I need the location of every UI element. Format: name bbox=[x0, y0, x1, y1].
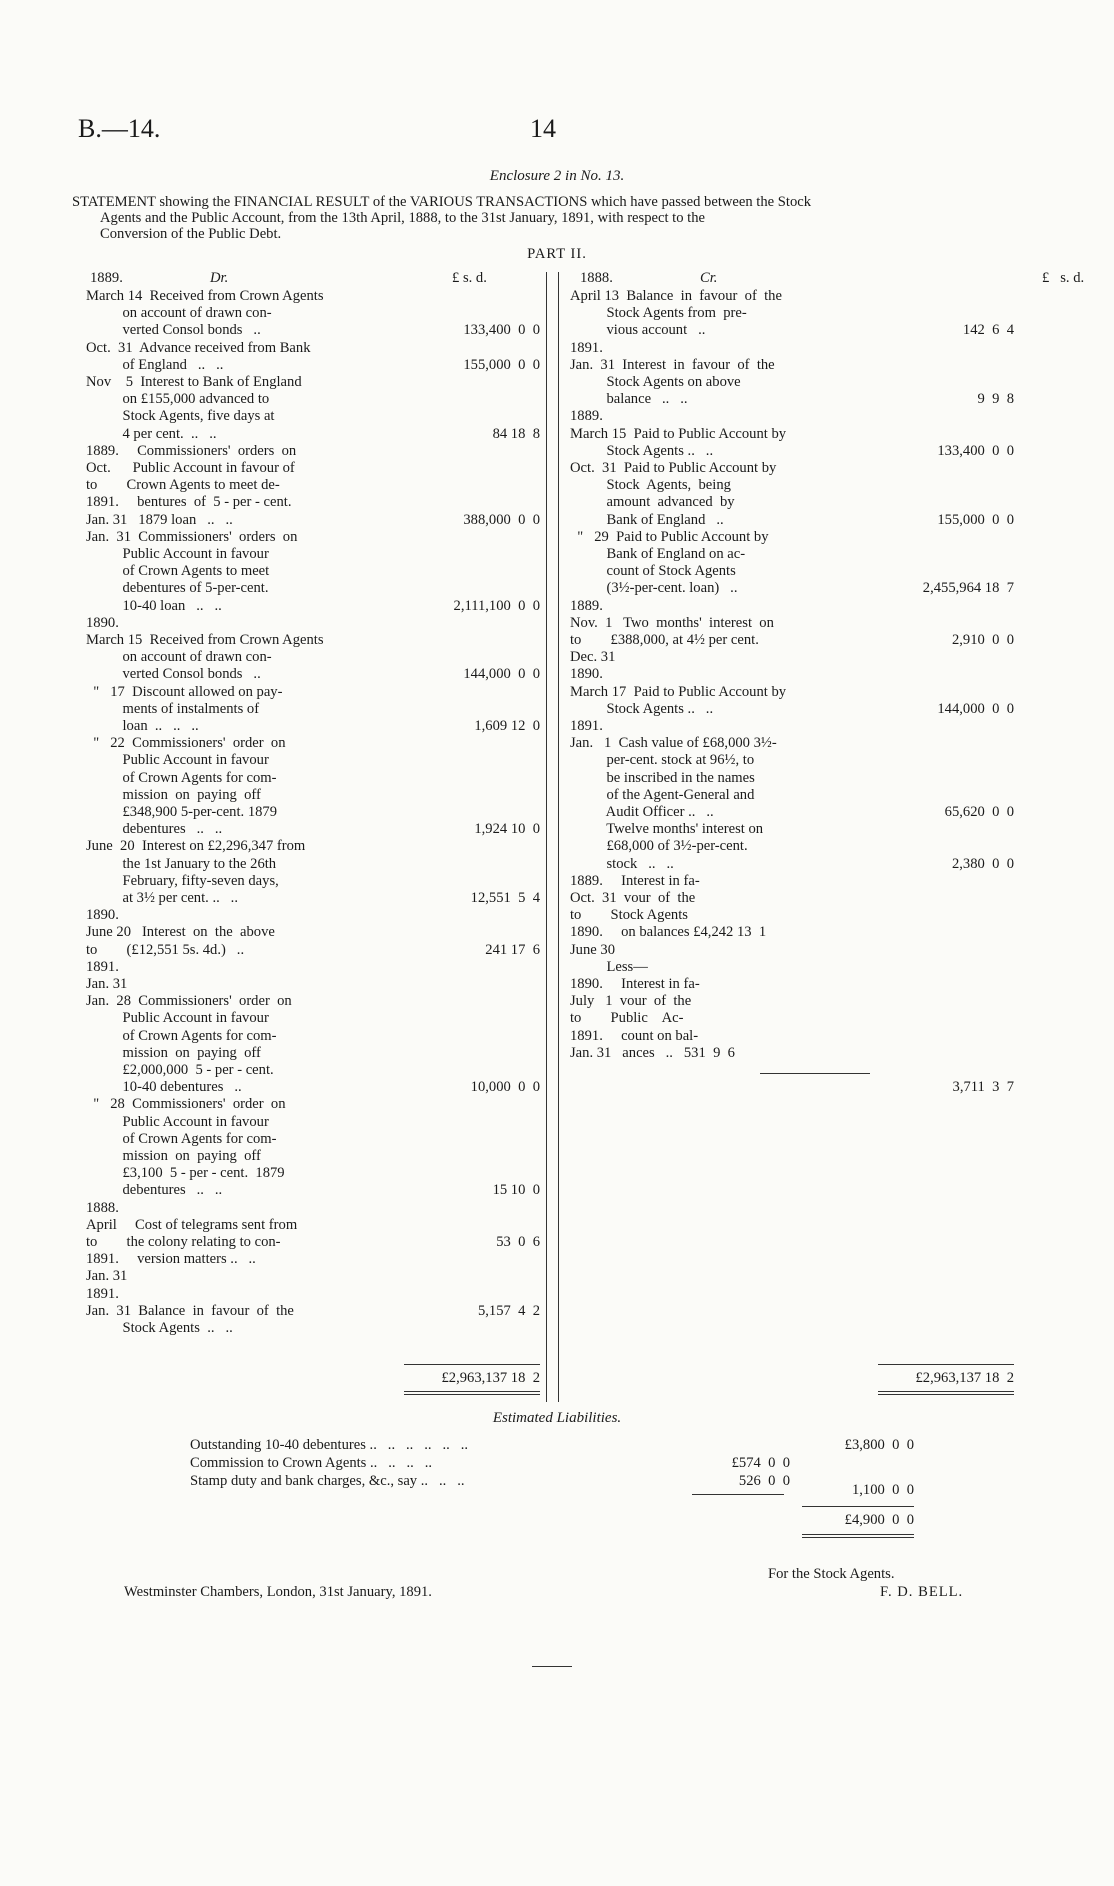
dr-line: 1891. bbox=[86, 958, 119, 975]
dr-amount: 2,111,100 0 0 bbox=[453, 597, 540, 614]
dr-line: of Crown Agents to meet bbox=[86, 563, 270, 580]
dr-line: to the colony relating to con- bbox=[86, 1234, 281, 1250]
cr-line: stock .. .. bbox=[570, 855, 674, 872]
cr-line: 1891. count on bal- bbox=[570, 1027, 699, 1044]
cr-amount: 3,711 3 7 bbox=[952, 1079, 1014, 1096]
dr-amount: 1,609 12 0 bbox=[474, 718, 540, 734]
cr-line: £68,000 of 3½-per-cent. bbox=[570, 838, 748, 855]
dr-line: £2,000,000 5 - per - cent. bbox=[86, 1062, 274, 1078]
cr-amount: 2,910 0 0 bbox=[951, 632, 1014, 648]
dr-line: June 20 Interest on the above bbox=[86, 924, 275, 941]
dr-line: 10-40 loan .. .. bbox=[86, 597, 222, 614]
dr-line: of Crown Agents for com- bbox=[86, 1027, 277, 1044]
place-date: Westminster Chambers, London, 31st January, 1891. bbox=[124, 1584, 432, 1600]
cr-amount: 9 9 8 bbox=[977, 391, 1014, 408]
dr-line: Oct. 31 Advance received from Bank bbox=[86, 339, 311, 356]
statement-line-2: Agents and the Public Account, from the 13th April, 1888, to the 31st January, 1891, with respect to the bbox=[100, 210, 705, 226]
dr-line: March 15 Received from Crown Agents bbox=[86, 632, 324, 648]
dr-line: Oct. Public Account in favour of bbox=[86, 460, 295, 476]
cr-line: June 30 bbox=[570, 941, 615, 958]
cr-line: amount advanced by bbox=[570, 494, 735, 511]
cr-amount: 2,380 0 0 bbox=[951, 855, 1014, 872]
dr-line: Public Account in favour bbox=[86, 1113, 269, 1130]
cr-line: count of Stock Agents bbox=[570, 563, 736, 580]
dr-amount: 144,000 0 0 bbox=[463, 666, 540, 683]
dr-amount: 241 17 6 bbox=[485, 941, 540, 958]
dr-line: Jan. 28 Commissioners' order on bbox=[86, 993, 292, 1010]
dr-amount: 15 10 0 bbox=[492, 1182, 540, 1199]
dr-line: of Crown Agents for com- bbox=[86, 769, 277, 786]
cr-line: April 13 Balance in favour of the bbox=[570, 288, 782, 304]
liability-total: £4,900 0 0 bbox=[844, 1512, 914, 1528]
document-reference: B.—14. bbox=[78, 114, 161, 143]
dr-line: 10-40 debentures .. bbox=[86, 1079, 242, 1096]
cr-line: Nov. 1 Two months' interest on bbox=[570, 614, 774, 631]
cr-total-rule-bottom-2 bbox=[878, 1394, 1014, 1395]
cr-line: Dec. 31 bbox=[570, 649, 616, 666]
dr-line: 1891. version matters .. .. bbox=[86, 1251, 256, 1268]
cr-amount: 2,455,964 18 7 bbox=[922, 580, 1014, 597]
dr-amount: 84 18 8 bbox=[492, 425, 540, 442]
cr-line: " 29 Paid to Public Account by bbox=[570, 528, 769, 545]
cr-total-rule-bottom bbox=[878, 1391, 1014, 1392]
center-column-rule bbox=[546, 272, 547, 1402]
cr-amount: 142 6 4 bbox=[962, 322, 1014, 339]
cr-line: to Public Ac- bbox=[570, 1010, 684, 1027]
cr-line: Bank of England on ac- bbox=[570, 546, 746, 562]
dr-line: of England .. .. bbox=[86, 356, 224, 373]
cr-line: 1891. bbox=[570, 718, 603, 734]
dr-line: debentures of 5-per-cent. bbox=[86, 580, 269, 597]
cr-line: Stock Agents .. .. bbox=[570, 442, 714, 459]
dr-amount: 133,400 0 0 bbox=[463, 322, 540, 339]
liability-sub-rule bbox=[692, 1494, 784, 1495]
cr-line: Jan. 31 Interest in favour of the bbox=[570, 356, 775, 373]
cr-line: to £388,000, at 4½ per cent. bbox=[570, 632, 759, 648]
cr-subtotal-rule bbox=[760, 1073, 870, 1074]
dr-line: Jan. 31 bbox=[86, 1268, 128, 1285]
dr-amount: 155,000 0 0 bbox=[463, 356, 540, 373]
dr-total-rule-bottom bbox=[404, 1391, 540, 1392]
dr-line: 1891. bentures of 5 - per - cent. bbox=[86, 494, 292, 511]
dr-line: " 22 Commissioners' order on bbox=[86, 735, 286, 752]
cr-line: Bank of England .. bbox=[570, 511, 724, 528]
cr-line: 1890. bbox=[570, 666, 603, 683]
dr-line: to Crown Agents to meet de- bbox=[86, 477, 280, 494]
dr-line: debentures .. .. bbox=[86, 821, 223, 838]
dr-line: Stock Agents .. .. bbox=[86, 1320, 233, 1336]
page-number: 14 bbox=[530, 114, 556, 143]
cr-line: vious account .. bbox=[570, 322, 706, 339]
part-heading: PART II. bbox=[527, 246, 587, 262]
cr-line: Oct. 31 Paid to Public Account by bbox=[570, 460, 777, 476]
cr-line: Jan. 31 ances .. 531 9 6 bbox=[570, 1044, 735, 1061]
liability-total-rule-3 bbox=[802, 1537, 914, 1538]
cr-amount: 65,620 0 0 bbox=[944, 804, 1014, 820]
cr-total-rule-top bbox=[878, 1364, 1014, 1365]
dr-line: verted Consol bonds .. bbox=[86, 666, 261, 683]
cr-line: 1889. Interest in fa- bbox=[570, 872, 700, 889]
dr-line: at 3½ per cent. .. .. bbox=[86, 890, 238, 906]
dr-amount: 12,551 5 4 bbox=[470, 890, 540, 906]
estimated-liabilities-title: Estimated Liabilities. bbox=[492, 1410, 622, 1426]
liability-subtotal: 1,100 0 0 bbox=[851, 1482, 914, 1498]
statement-line-3: Conversion of the Public Debt. bbox=[100, 226, 282, 242]
cr-line: 1889. bbox=[570, 408, 603, 425]
dr-line: " 17 Discount allowed on pay- bbox=[86, 683, 283, 700]
end-rule bbox=[532, 1666, 572, 1667]
cr-line: 1890. on balances £4,242 13 1 bbox=[570, 924, 767, 941]
dr-line: verted Consol bonds .. bbox=[86, 322, 261, 339]
dr-line: ments of instalments of bbox=[86, 700, 260, 717]
signature-for: For the Stock Agents. bbox=[768, 1566, 895, 1582]
cr-line: 1889. bbox=[570, 597, 603, 614]
dr-line: June 20 Interest on £2,296,347 from bbox=[86, 838, 306, 855]
dr-line: Public Account in favour bbox=[86, 546, 269, 562]
dr-line: on account of drawn con- bbox=[86, 649, 272, 666]
dr-line: the 1st January to the 26th bbox=[86, 855, 277, 872]
dr-line: April Cost of telegrams sent from bbox=[86, 1216, 298, 1233]
cr-line: March 15 Paid to Public Account by bbox=[570, 425, 787, 442]
dr-line: mission on paying off bbox=[86, 786, 261, 803]
dr-amount: 10,000 0 0 bbox=[470, 1079, 540, 1096]
liability-sub-3: 526 0 0 bbox=[738, 1473, 790, 1489]
cr-amount: 144,000 0 0 bbox=[937, 700, 1014, 717]
cr-line: July 1 vour of the bbox=[570, 993, 692, 1010]
cr-line: Twelve months' interest on bbox=[570, 821, 764, 838]
statement-line-1: STATEMENT showing the FINANCIAL RESULT of the VARIOUS TRANSACTIONS which have passed between the Stock bbox=[72, 194, 812, 210]
cr-line: Less— bbox=[570, 958, 648, 975]
dr-line: 1891. bbox=[86, 1285, 119, 1302]
dr-line: Jan. 31 bbox=[86, 976, 128, 992]
liability-total-rule bbox=[802, 1506, 914, 1507]
dr-line: of Crown Agents for com- bbox=[86, 1130, 277, 1147]
dr-line: Nov 5 Interest to Bank of England bbox=[86, 374, 302, 390]
dr-line: 1890. bbox=[86, 614, 119, 631]
dr-line: debentures .. .. bbox=[86, 1182, 223, 1199]
statement-heading bbox=[72, 194, 1000, 242]
cr-money-head: £ s. d. bbox=[1042, 270, 1085, 286]
dr-amount: 53 0 6 bbox=[496, 1234, 540, 1250]
liability-sub-2: £574 0 0 bbox=[731, 1455, 790, 1471]
dr-total: £2,963,137 18 2 bbox=[441, 1370, 540, 1386]
dr-line: Public Account in favour bbox=[86, 752, 269, 769]
cr-line: of the Agent-General and bbox=[570, 786, 755, 803]
cr-amount: 155,000 0 0 bbox=[937, 511, 1014, 528]
liability-amount-1: £3,800 0 0 bbox=[844, 1437, 914, 1453]
cr-line: (3½-per-cent. loan) .. bbox=[570, 580, 738, 597]
cr-line: Audit Officer .. .. bbox=[570, 804, 714, 820]
dr-amount: 1,924 10 0 bbox=[474, 821, 540, 838]
cr-total: £2,963,137 18 2 bbox=[915, 1370, 1014, 1386]
cr-line: to Stock Agents bbox=[570, 907, 688, 924]
cr-line: Stock Agents from pre- bbox=[570, 305, 747, 322]
cr-line: Stock Agents, being bbox=[570, 477, 731, 494]
dr-line: Jan. 31 Commissioners' orders on bbox=[86, 528, 298, 545]
dr-line: February, fifty-seven days, bbox=[86, 872, 279, 889]
cr-line: Stock Agents .. .. bbox=[570, 700, 714, 717]
dr-line: March 14 Received from Crown Agents bbox=[86, 288, 324, 304]
cr-amount: 133,400 0 0 bbox=[937, 442, 1014, 459]
dr-total-rule-top bbox=[404, 1364, 540, 1365]
dr-line: £3,100 5 - per - cent. 1879 bbox=[86, 1165, 285, 1182]
liability-label-2: Commission to Crown Agents .. .. .. .. bbox=[190, 1455, 433, 1471]
dr-column-head: Dr. bbox=[210, 270, 229, 286]
cr-line: March 17 Paid to Public Account by bbox=[570, 683, 787, 700]
cr-line: Stock Agents on above bbox=[570, 374, 741, 390]
cr-line: 1891. bbox=[570, 339, 603, 356]
dr-line: Public Account in favour bbox=[86, 1010, 269, 1027]
dr-line: on account of drawn con- bbox=[86, 305, 272, 322]
cr-line: Jan. 1 Cash value of £68,000 3½- bbox=[570, 735, 777, 752]
dr-line: Jan. 31 1879 loan .. .. bbox=[86, 511, 233, 528]
dr-line: " 28 Commissioners' order on bbox=[86, 1096, 286, 1113]
dr-line: 1889. Commissioners' orders on bbox=[86, 442, 297, 459]
dr-line: to (£12,551 5s. 4d.) .. bbox=[86, 941, 245, 958]
enclosure-title: Enclosure 2 in No. 13. bbox=[489, 168, 625, 184]
dr-year-head: 1889. bbox=[90, 270, 123, 286]
dr-amount: 5,157 4 2 bbox=[477, 1302, 540, 1319]
liability-label-3: Stamp duty and bank charges, &c., say .. .. .. bbox=[190, 1473, 465, 1489]
center-column-rule-2 bbox=[558, 272, 559, 1402]
signature-name: F. D. BELL. bbox=[880, 1584, 964, 1600]
dr-line: loan .. .. .. bbox=[86, 718, 199, 734]
cr-line: balance .. .. bbox=[570, 391, 688, 408]
cr-column-head: Cr. bbox=[700, 270, 718, 286]
cr-year-head: 1888. bbox=[580, 270, 613, 286]
dr-line: £348,900 5-per-cent. 1879 bbox=[86, 804, 278, 820]
dr-line: Jan. 31 Balance in favour of the bbox=[86, 1302, 294, 1319]
dr-line: Stock Agents, five days at bbox=[86, 408, 275, 425]
dr-line: mission on paying off bbox=[86, 1044, 261, 1061]
dr-total-rule-bottom-2 bbox=[404, 1394, 540, 1395]
dr-money-head: £ s. d. bbox=[452, 270, 487, 286]
cr-line: be inscribed in the names bbox=[570, 769, 755, 786]
dr-amount: 388,000 0 0 bbox=[463, 511, 540, 528]
cr-line: per-cent. stock at 96½, to bbox=[570, 752, 755, 769]
cr-line: Oct. 31 vour of the bbox=[570, 890, 696, 906]
dr-line: 1888. bbox=[86, 1199, 119, 1216]
liability-label-1: Outstanding 10-40 debentures .. .. .. .. .. .. bbox=[190, 1437, 469, 1453]
cr-line: 1890. Interest in fa- bbox=[570, 976, 700, 992]
dr-line: 4 per cent. .. .. bbox=[86, 425, 217, 442]
dr-line: mission on paying off bbox=[86, 1148, 261, 1164]
dr-line: on £155,000 advanced to bbox=[86, 391, 270, 408]
dr-line: 1890. bbox=[86, 907, 119, 924]
liability-total-rule-2 bbox=[802, 1534, 914, 1535]
